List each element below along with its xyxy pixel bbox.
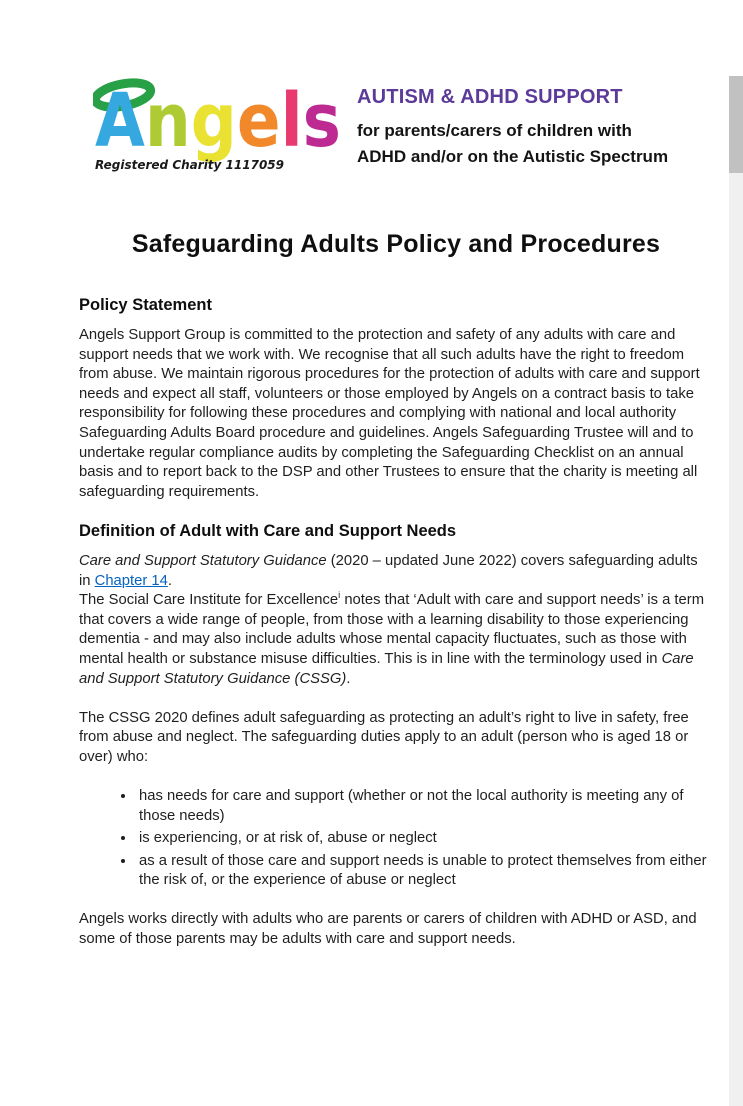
tagline-block [357, 86, 668, 170]
closing-paragraph: Angels works directly with adults who are parents or carers of children with ADHD or ASD, and some of those parents may be adults with care and support needs. [79, 911, 697, 947]
angels-logo [93, 76, 347, 176]
guidance-period: . [167, 572, 172, 589]
policy-statement-heading: Policy Statement [79, 296, 212, 314]
tagline-line-1: for parents/carers of children with [357, 121, 632, 140]
document-page [0, 76, 743, 949]
scie-text-middle: notes that ‘Adult with care and support needs’ is a term that covers a wide range of people, from those with a learning disability to those experiencing dementia - and may also include adults whose mental capacity fluctuates, such as those with mental health or substance misuse difficulties. This is in line with the terminology used in [79, 592, 705, 667]
scie-text-start: The Social Care Institute for Excellence [79, 592, 339, 609]
page-title: Safeguarding Adults Policy and Procedures [131, 230, 661, 258]
tagline-line-2: ADHD and/or on the Autistic Spectrum [357, 147, 669, 166]
scie-paragraph [79, 591, 713, 689]
logo-wordmark: Angels [95, 78, 347, 164]
chapter-14-link[interactable]: Chapter 14 [94, 572, 168, 589]
definition-heading: Definition of Adult with Care and Support Needs [79, 521, 457, 540]
guidance-title-italic: Care and Support Statutory Guidance [79, 552, 327, 569]
document-body [79, 230, 713, 949]
cssg-definition-paragraph: The CSSG 2020 defines adult safeguarding as protecting an adult’s right to live in safety, free from abuse and neglect. The safeguarding duties apply to an adult (person who is aged 18 or over) who: [79, 709, 689, 765]
scrollbar-thumb[interactable] [729, 76, 743, 173]
guidance-rest-text: (2020 – updated June 2022) covers safeguarding adults in [79, 552, 698, 589]
registered-charity-label: Registered Charity 1117059 [95, 158, 284, 172]
tagline-title: AUTISM & ADHD SUPPORT [357, 86, 623, 108]
list-item: • as a result of those care and support needs is unable to protect themselves from either the risk of, or the experience of abuse or neglect [136, 852, 713, 891]
policy-statement-paragraph: Angels Support Group is committed to the protection and safety of any adults with care and support needs that we work with. We recognise that all such adults have the right to freedom from abuse. We maintain rigorous procedures for the protection of adults with care and support needs and expect all staff, volunteers or those employed by Angels on a contract basis to take responsibility for following these procedures and complying with national and local authority Safeguarding Adults Board procedure and guidelines. Angels Safeguarding Trustee will and to undertake regular compliance audits by completing the Safeguarding Checklist on an annual basis and to report back to the DSP and other Trustees to ensure that the charity is meeting all safeguarding requirements. [79, 327, 700, 500]
charity-header [93, 76, 713, 176]
list-item: • has needs for care and support (whether or not the local authority is meeting any of those needs) [136, 787, 713, 826]
list-item: • is experiencing, or at risk of, abuse or neglect [136, 829, 713, 849]
scrollbar-track[interactable] [729, 76, 743, 1106]
scie-period: . [346, 670, 351, 687]
cssg-title-italic: Care and Support Statutory Guidance (CSSG) [79, 650, 694, 687]
endnote-ref-i: i [338, 590, 341, 602]
safeguarding-criteria-list [79, 787, 713, 891]
guidance-paragraph [79, 552, 713, 591]
